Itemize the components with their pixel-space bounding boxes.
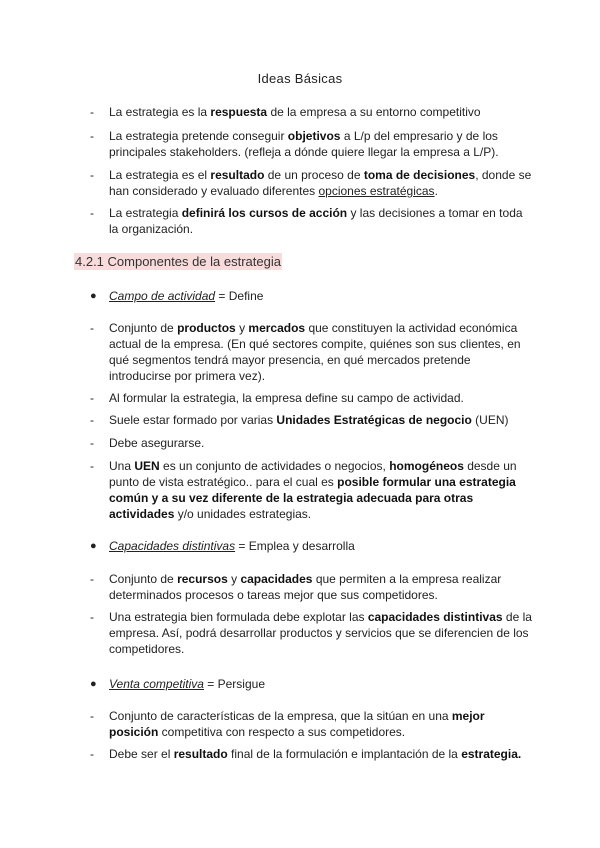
bullet-dot-icon: ● <box>90 678 97 690</box>
campo-bullet: ● Campo de actividad = Define <box>90 289 264 303</box>
intro-item-2: - La estrategia pretende conseguir objetivos a L/p del empresario y de los principales stakeholders. (refleja a dónde quiere llegar la empresa a L/P). <box>109 128 534 160</box>
ventaja-bullet: ● Venta competitiva = Persigue <box>90 677 265 691</box>
campo-item-1: - Conjunto de productos y mercados que constituyen la actividad económica actual de la empresa. (En qué sectores compite, quiénes son sus clientes, en qué segmentos tendrá mayor presencia, en qué mercados pretende introducirse por primera vez). <box>109 320 534 384</box>
capacidades-item-2: - Una estrategia bien formulada debe explotar las capacidades distintivas de la empresa. Así, podrá desarrollar productos y servicios que se diferencien de los competidores. <box>109 609 534 657</box>
intro-item-1: - La estrategia es la respuesta de la empresa a su entorno competitivo <box>109 104 534 120</box>
page-title: Ideas Básicas <box>257 71 343 86</box>
campo-item-3: - Suele estar formado por varias Unidades Estratégicas de negocio (UEN) <box>109 412 534 428</box>
campo-item-2: - Al formular la estrategia, la empresa define su campo de actividad. <box>109 390 534 406</box>
capacidades-item-1: - Conjunto de recursos y capacidades que permiten a la empresa realizar determinados procesos o tareas mejor que sus competidores. <box>109 571 534 603</box>
opciones-estrategicas-link[interactable]: opciones estratégicas <box>318 184 435 198</box>
section-heading: 4.2.1 Componentes de la estrategia <box>75 254 281 269</box>
ventaja-item-1: - Conjunto de características de la empresa, que la sitúan en una mejor posición competitiva con respecto a sus competidores. <box>109 708 534 740</box>
campo-item-4: - Debe asegurarse. <box>109 435 534 451</box>
capacidades-bullet: ● Capacidades distintivas = Emplea y desarrolla <box>90 539 355 553</box>
campo-label: Campo de actividad <box>109 289 216 303</box>
ventaja-label: Venta competitiva <box>109 677 204 691</box>
bullet-dot-icon: ● <box>90 290 97 302</box>
campo-item-5: - Una UEN es un conjunto de actividades o negocios, homogéneos desde un punto de vista estratégico.. para el cual es posible formular una estrategia común y a su vez diferente de la estrategia adecuada para otras actividades y/o unidades estrategias. <box>109 458 534 522</box>
capacidades-label: Capacidades distintivas <box>109 539 236 553</box>
ventaja-item-2: - Debe ser el resultado final de la formulación e implantación de la estrategia. <box>109 746 534 762</box>
intro-item-4: - La estrategia definirá los cursos de acción y las decisiones a tomar en toda la organización. <box>109 205 534 237</box>
intro-item-3: - La estrategia es el resultado de un proceso de toma de decisiones, donde se han considerado y evaluado diferentes opciones estratégicas. <box>109 167 534 199</box>
bullet-dot-icon: ● <box>90 540 97 552</box>
